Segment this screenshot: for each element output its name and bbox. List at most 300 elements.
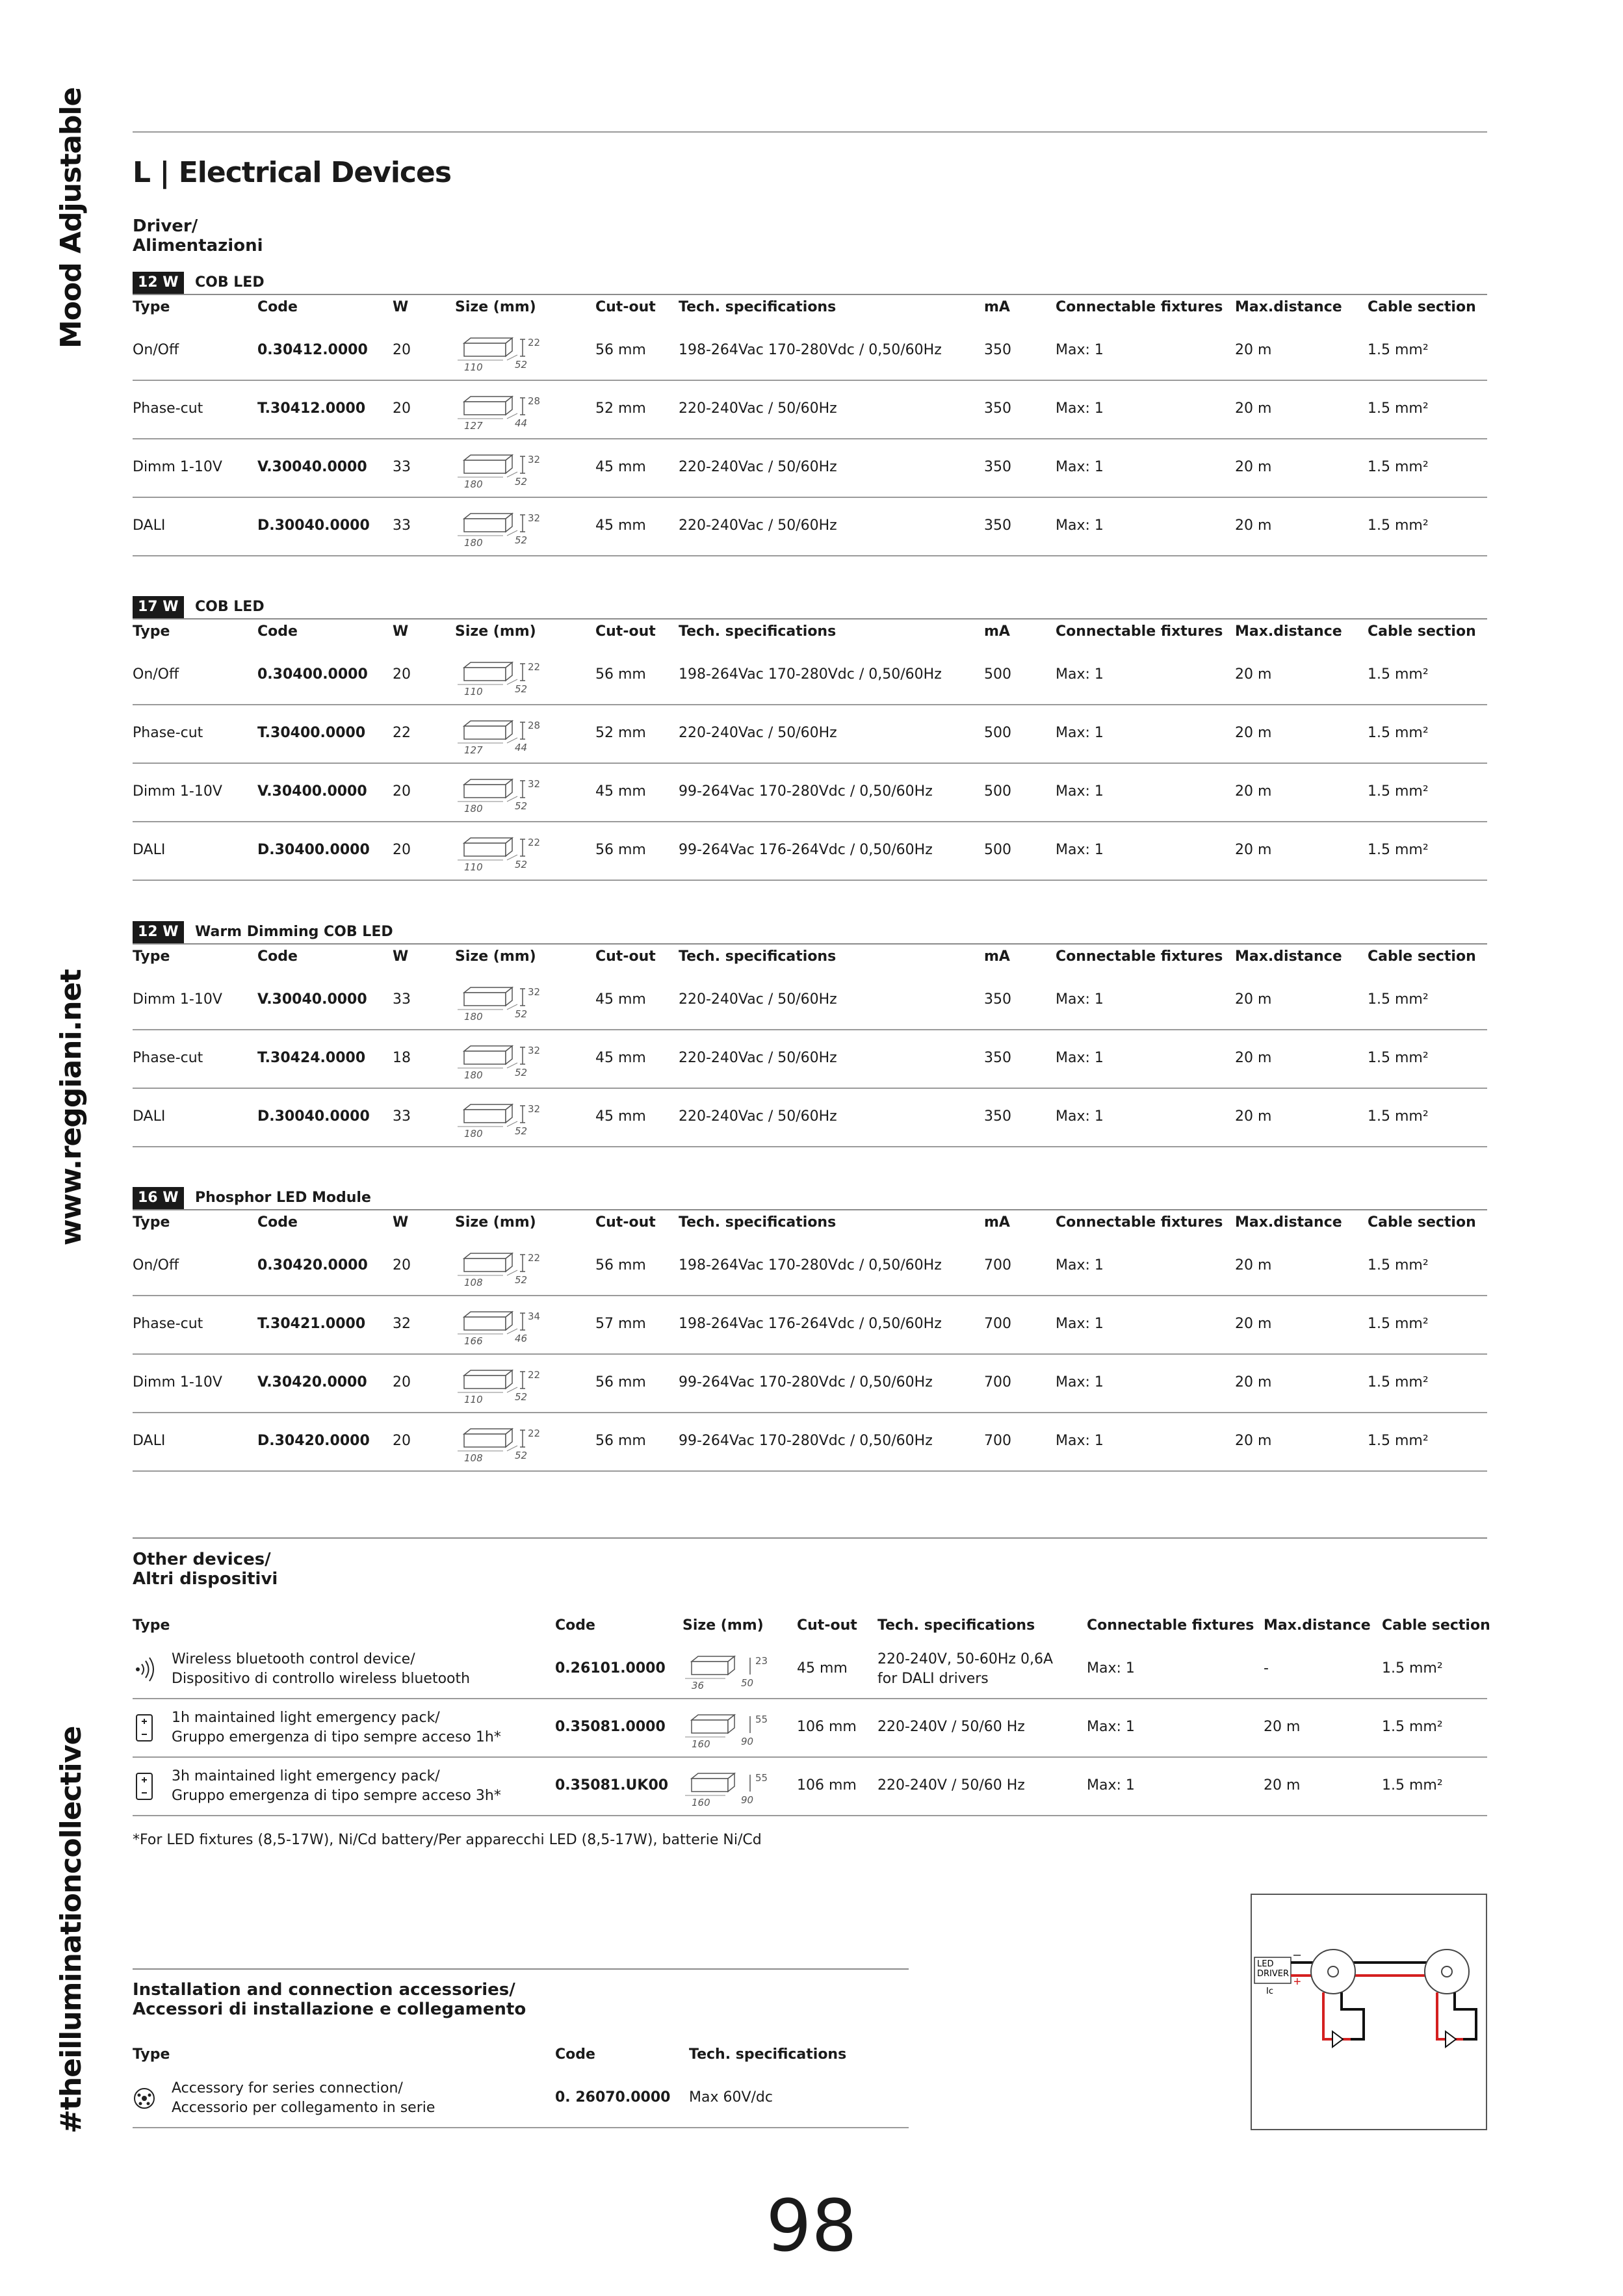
wattage-badge: 16 W [133, 1187, 184, 1209]
cell-code: D.30040.0000 [257, 517, 370, 534]
size-length: 108 [464, 1277, 483, 1287]
install-heading-line2: Accessori di installazione e collegamento [133, 2000, 526, 2019]
cell-cable: 1.5 mm² [1368, 842, 1429, 858]
size-depth: 52 [515, 476, 528, 488]
cell-cutout: 56 mm [595, 1257, 646, 1273]
cell-ma: 350 [984, 342, 1011, 358]
other-col-cutout: Cut-out [797, 1617, 857, 1634]
other-device-row [133, 1699, 1487, 1758]
size-height: 22 [528, 837, 541, 848]
cell-tech: 220-240Vac / 50/60Hz [679, 400, 837, 417]
cell-cable: 1.5 mm² [1368, 991, 1429, 1008]
col-type: Type [133, 623, 170, 640]
size-length: 180 [464, 1011, 483, 1021]
cell-ma: 350 [984, 991, 1011, 1008]
cell-cable: 1.5 mm² [1368, 1108, 1429, 1125]
col-tech: Tech. specifications [679, 623, 837, 640]
col-w: W [393, 1214, 409, 1231]
other-type-line2: Gruppo emergenza di tipo sempre acceso 3h* [172, 1788, 501, 1804]
install-col-tech: Tech. specifications [689, 2046, 847, 2063]
size-diagram [455, 452, 546, 489]
cell-distance: 20 m [1235, 1316, 1272, 1332]
cell-distance: 20 m [1235, 1257, 1272, 1273]
cell-tech: 198-264Vac 170-280Vdc / 0,50/60Hz [679, 342, 942, 358]
size-height: 55 [755, 1714, 768, 1725]
connector-1-hub [1328, 1966, 1338, 1977]
cell-fixtures: Max: 1 [1056, 517, 1104, 534]
col-w: W [393, 623, 409, 640]
cell-tech: 99-264Vac 170-280Vdc / 0,50/60Hz [679, 1374, 933, 1390]
size-diagram [455, 1102, 546, 1138]
cell-type: Dimm 1-10V [133, 991, 222, 1008]
cell-code: 0.30400.0000 [257, 666, 368, 683]
cell-distance: 20 m [1235, 725, 1272, 741]
table-row [133, 322, 1487, 381]
plus-sign: + [1293, 1975, 1301, 1989]
cell-code: T.30421.0000 [257, 1316, 366, 1332]
col-cutout: Cut-out [595, 299, 656, 315]
wiring-diagram [1251, 1894, 1487, 2130]
col-code: Code [257, 948, 298, 965]
table-header-row [133, 943, 1487, 972]
size-diagram [455, 985, 546, 1021]
size-height: 22 [528, 1369, 541, 1381]
other-rule [133, 1537, 1487, 1539]
cell-distance: 20 m [1235, 400, 1272, 417]
cell-cable: 1.5 mm² [1368, 783, 1429, 800]
cell-w: 20 [393, 666, 411, 683]
install-heading [133, 1980, 526, 2019]
install-row [133, 2070, 909, 2128]
col-cable: Cable section [1368, 948, 1476, 965]
minus-sign: – [1293, 1948, 1301, 1962]
col-cutout: Cut-out [595, 948, 656, 965]
cell-cable: 1.5 mm² [1368, 400, 1429, 417]
other-type [172, 1708, 501, 1747]
col-w: W [393, 948, 409, 965]
cell-tech: 198-264Vac 176-264Vdc / 0,50/60Hz [679, 1316, 942, 1332]
cell-cutout: 45 mm [595, 1050, 646, 1066]
cell-type: DALI [133, 517, 166, 534]
size-depth: 44 [515, 417, 528, 429]
cell-ma: 500 [984, 725, 1011, 741]
size-depth: 52 [515, 1067, 528, 1078]
size-height: 22 [528, 661, 541, 673]
size-length: 180 [464, 1128, 483, 1138]
col-cable: Cable section [1368, 299, 1476, 315]
other-fixtures: Max: 1 [1087, 1719, 1135, 1735]
cell-cutout: 45 mm [595, 517, 646, 534]
other-fixtures: Max: 1 [1087, 1777, 1135, 1794]
other-tech [877, 1650, 1053, 1689]
cell-code: V.30420.0000 [257, 1374, 367, 1390]
cell-code: D.30400.0000 [257, 842, 370, 858]
other-cable: 1.5 mm² [1382, 1719, 1443, 1735]
size-length: 127 [464, 420, 483, 430]
install-code: 0. 26070.0000 [555, 2089, 671, 2106]
driver-section [133, 596, 1487, 881]
other-heading-line2: Altri dispositivi [133, 1569, 278, 1589]
cell-fixtures: Max: 1 [1056, 1050, 1104, 1066]
table-row [133, 439, 1487, 498]
size-height: 32 [528, 1103, 541, 1115]
cell-cable: 1.5 mm² [1368, 1316, 1429, 1332]
other-cutout: 106 mm [797, 1719, 857, 1735]
col-distance: Max.distance [1235, 948, 1342, 965]
other-type-line1: 3h maintained light emergency pack/ [172, 1768, 440, 1784]
cell-ma: 350 [984, 400, 1011, 417]
other-type-line2: Gruppo emergenza di tipo sempre acceso 1h* [172, 1729, 501, 1745]
cell-cable: 1.5 mm² [1368, 666, 1429, 683]
cell-tech: 220-240Vac / 50/60Hz [679, 517, 837, 534]
size-depth: 52 [515, 534, 528, 546]
table-row [133, 1238, 1487, 1296]
cell-ma: 350 [984, 1050, 1011, 1066]
cell-distance: 20 m [1235, 991, 1272, 1008]
cell-w: 20 [393, 783, 411, 800]
cell-type: Dimm 1-10V [133, 1374, 222, 1390]
page-number: 98 [766, 2184, 857, 2267]
cell-type: On/Off [133, 342, 179, 358]
size-depth: 52 [515, 359, 528, 371]
col-type: Type [133, 1214, 170, 1231]
cell-cutout: 52 mm [595, 400, 646, 417]
install-tech: Max 60V/dc [689, 2089, 773, 2106]
col-ma: mA [984, 948, 1010, 965]
size-depth: 52 [515, 683, 528, 695]
size-depth: 44 [515, 742, 528, 753]
col-tech: Tech. specifications [679, 948, 837, 965]
led-1-diode [1332, 2031, 1343, 2047]
cell-ma: 700 [984, 1316, 1011, 1332]
driver-label-1: LED [1257, 1959, 1274, 1969]
size-height: 34 [528, 1311, 541, 1322]
section-band [133, 921, 1487, 943]
cell-ma: 500 [984, 666, 1011, 683]
cell-w: 33 [393, 517, 411, 534]
cell-w: 20 [393, 342, 411, 358]
other-col-tech: Tech. specifications [877, 1617, 1035, 1634]
table-row [133, 705, 1487, 764]
size-depth: 52 [515, 1450, 528, 1461]
section-band [133, 596, 1487, 618]
col-tech: Tech. specifications [679, 299, 837, 315]
col-size: Size (mm) [455, 299, 536, 315]
cell-type: DALI [133, 1108, 166, 1125]
other-cutout: 45 mm [797, 1660, 848, 1676]
size-height: 32 [528, 1045, 541, 1056]
other-header-row [133, 1612, 1490, 1641]
wattage-badge: 17 W [133, 596, 184, 618]
cell-type: Dimm 1-10V [133, 459, 222, 475]
col-w: W [393, 299, 409, 315]
col-ma: mA [984, 623, 1010, 640]
table-row [133, 1413, 1487, 1472]
cell-cable: 1.5 mm² [1368, 459, 1429, 475]
other-code: 0.35081.UK00 [555, 1777, 669, 1794]
size-height: 32 [528, 778, 541, 790]
table-row [133, 1355, 1487, 1413]
table-header-row [133, 294, 1487, 322]
col-fixtures: Connectable fixtures [1056, 1214, 1223, 1231]
cell-code: D.30040.0000 [257, 1108, 370, 1125]
col-ma: mA [984, 1214, 1010, 1231]
col-type: Type [133, 948, 170, 965]
other-tech-line1: 220-240V, 50-60Hz 0,6A [877, 1651, 1054, 1667]
table-row [133, 498, 1487, 556]
other-col-fixtures: Connectable fixtures [1087, 1617, 1254, 1634]
wattage-badge: 12 W [133, 921, 184, 943]
other-col-distance: Max.distance [1264, 1617, 1371, 1634]
cell-tech: 220-240Vac / 50/60Hz [679, 991, 837, 1008]
footnote: *For LED fixtures (8,5-17W), Ni/Cd battery/Per apparecchi LED (8,5-17W), batterie Ni/Cd [133, 1832, 762, 1848]
cell-w: 20 [393, 842, 411, 858]
other-devices-heading [133, 1550, 278, 1589]
cell-ma: 700 [984, 1433, 1011, 1449]
size-diagram [682, 1771, 773, 1807]
cell-ma: 700 [984, 1374, 1011, 1390]
battery-icon [133, 1772, 156, 1801]
cell-code: 0.30420.0000 [257, 1257, 368, 1273]
other-distance: - [1264, 1660, 1269, 1676]
led-2-diode [1446, 2031, 1456, 2047]
cell-code: 0.30412.0000 [257, 342, 368, 358]
cell-fixtures: Max: 1 [1056, 725, 1104, 741]
size-length: 110 [464, 361, 483, 372]
driver-heading-line2: Alimentazioni [133, 236, 263, 255]
cell-tech: 99-264Vac 170-280Vdc / 0,50/60Hz [679, 783, 933, 800]
size-diagram [455, 660, 546, 696]
other-cable: 1.5 mm² [1382, 1660, 1443, 1676]
side-brand-hashtag: #theilluminationcollective [55, 1726, 88, 2133]
cell-distance: 20 m [1235, 666, 1272, 683]
other-device-row [133, 1758, 1487, 1816]
other-cutout: 106 mm [797, 1777, 857, 1794]
cell-fixtures: Max: 1 [1056, 1257, 1104, 1273]
cell-tech: 220-240Vac / 50/60Hz [679, 1050, 837, 1066]
cell-cutout: 52 mm [595, 725, 646, 741]
size-depth: 52 [515, 800, 528, 812]
install-type [172, 2079, 435, 2118]
cell-fixtures: Max: 1 [1056, 1108, 1104, 1125]
table-row [133, 764, 1487, 822]
size-height: 32 [528, 454, 541, 465]
col-code: Code [257, 623, 298, 640]
cell-ma: 700 [984, 1257, 1011, 1273]
cell-fixtures: Max: 1 [1056, 342, 1104, 358]
cell-ma: 500 [984, 842, 1011, 858]
driver-section [133, 921, 1487, 1147]
other-type-line2: Dispositivo di controllo wireless bluetooth [172, 1671, 471, 1687]
size-diagram [455, 1251, 546, 1287]
size-height: 28 [528, 720, 541, 731]
other-code: 0.35081.0000 [555, 1719, 666, 1735]
size-diagram [682, 1712, 773, 1749]
install-type-line2: Accessorio per collegamento in serie [172, 2100, 435, 2116]
cell-type: Phase-cut [133, 725, 203, 741]
cell-tech: 198-264Vac 170-280Vdc / 0,50/60Hz [679, 666, 942, 683]
col-type: Type [133, 299, 170, 315]
table-row [133, 1089, 1487, 1147]
col-fixtures: Connectable fixtures [1056, 299, 1223, 315]
cell-distance: 20 m [1235, 1108, 1272, 1125]
size-diagram [455, 718, 546, 755]
cell-cutout: 57 mm [595, 1316, 646, 1332]
battery-icon [133, 1714, 156, 1742]
top-rule [133, 131, 1487, 133]
other-col-cable: Cable section [1382, 1617, 1490, 1634]
cell-cutout: 45 mm [595, 783, 646, 800]
cell-cable: 1.5 mm² [1368, 342, 1429, 358]
size-diagram [455, 394, 546, 430]
cell-cutout: 45 mm [595, 991, 646, 1008]
driver-heading-line1: Driver/ [133, 216, 198, 236]
col-tech: Tech. specifications [679, 1214, 837, 1231]
cell-w: 33 [393, 991, 411, 1008]
cell-fixtures: Max: 1 [1056, 842, 1104, 858]
cell-cutout: 45 mm [595, 1108, 646, 1125]
section-label: Phosphor LED Module [195, 1190, 371, 1206]
size-length: 110 [464, 686, 483, 696]
col-size: Size (mm) [455, 1214, 536, 1231]
size-height: 22 [528, 1252, 541, 1264]
other-type [172, 1650, 470, 1689]
driver-label-2: DRIVER [1257, 1969, 1290, 1979]
col-size: Size (mm) [455, 623, 536, 640]
cell-tech: 220-240Vac / 50/60Hz [679, 1108, 837, 1125]
other-cable: 1.5 mm² [1382, 1777, 1443, 1794]
other-col-type: Type [133, 1617, 170, 1634]
table-row [133, 647, 1487, 705]
cell-type: Dimm 1-10V [133, 783, 222, 800]
size-diagram [455, 335, 546, 372]
cell-tech: 198-264Vac 170-280Vdc / 0,50/60Hz [679, 1257, 942, 1273]
cell-code: T.30424.0000 [257, 1050, 366, 1066]
install-header-row [133, 2041, 909, 2070]
col-cable: Cable section [1368, 623, 1476, 640]
table-row [133, 972, 1487, 1030]
cell-distance: 20 m [1235, 1433, 1272, 1449]
cell-fixtures: Max: 1 [1056, 666, 1104, 683]
cell-type: DALI [133, 842, 166, 858]
led-2-neg-lead [1455, 1992, 1476, 2039]
section-label: COB LED [195, 274, 265, 291]
other-tech-line1: 220-240V / 50/60 Hz [877, 1777, 1025, 1794]
table-row [133, 1030, 1487, 1089]
size-height: 22 [528, 337, 541, 348]
cell-cutout: 56 mm [595, 842, 646, 858]
install-rule [133, 1968, 909, 1970]
cell-cable: 1.5 mm² [1368, 1374, 1429, 1390]
col-size: Size (mm) [455, 948, 536, 965]
cell-w: 20 [393, 1257, 411, 1273]
size-diagram [455, 1309, 546, 1346]
table-header-row [133, 618, 1487, 647]
driver-label-3: Ic [1266, 1987, 1273, 1996]
cell-cutout: 45 mm [595, 459, 646, 475]
size-depth: 46 [515, 1333, 528, 1344]
install-type-line1: Accessory for series connection/ [172, 2080, 403, 2096]
driver-heading [133, 216, 263, 255]
cell-fixtures: Max: 1 [1056, 991, 1104, 1008]
cell-type: Phase-cut [133, 400, 203, 417]
other-tech-line2: for DALI drivers [877, 1671, 989, 1687]
cell-type: Phase-cut [133, 1316, 203, 1332]
cell-code: V.30040.0000 [257, 991, 367, 1008]
cell-cable: 1.5 mm² [1368, 1257, 1429, 1273]
other-tech-line1: 220-240V / 50/60 Hz [877, 1719, 1025, 1735]
size-length: 180 [464, 537, 483, 547]
col-code: Code [257, 1214, 298, 1231]
side-brand-website: www.reggiani.net [55, 969, 88, 1246]
cell-distance: 20 m [1235, 1374, 1272, 1390]
col-cutout: Cut-out [595, 623, 656, 640]
table-header-row [133, 1209, 1487, 1238]
cell-fixtures: Max: 1 [1056, 459, 1104, 475]
cell-w: 18 [393, 1050, 411, 1066]
cell-distance: 20 m [1235, 783, 1272, 800]
size-depth: 52 [515, 1274, 528, 1286]
table-row [133, 1296, 1487, 1355]
cell-code: V.30040.0000 [257, 459, 367, 475]
size-height: 32 [528, 986, 541, 998]
size-length: 160 [692, 1797, 710, 1807]
cell-w: 32 [393, 1316, 411, 1332]
size-length: 108 [464, 1452, 483, 1463]
install-heading-line1: Installation and connection accessories/ [133, 1980, 515, 2000]
other-distance: 20 m [1264, 1719, 1301, 1735]
size-diagram [455, 1426, 546, 1463]
size-length: 180 [464, 1069, 483, 1080]
section-label: Warm Dimming COB LED [195, 924, 393, 940]
size-height: 23 [755, 1655, 768, 1667]
led-1-pos-lead [1323, 1992, 1351, 2039]
cell-fixtures: Max: 1 [1056, 1374, 1104, 1390]
cell-cable: 1.5 mm² [1368, 517, 1429, 534]
other-code: 0.26101.0000 [555, 1660, 666, 1676]
size-diagram [682, 1654, 773, 1690]
size-diagram [455, 511, 546, 547]
cell-code: D.30420.0000 [257, 1433, 370, 1449]
table-row [133, 381, 1487, 439]
col-distance: Max.distance [1235, 1214, 1342, 1231]
size-height: 28 [528, 395, 541, 407]
cell-distance: 20 m [1235, 342, 1272, 358]
col-code: Code [257, 299, 298, 315]
other-tech [877, 1777, 1025, 1794]
table-row [133, 822, 1487, 881]
size-length: 110 [464, 861, 483, 872]
size-depth: 52 [515, 1008, 528, 1020]
size-length: 36 [692, 1680, 705, 1690]
other-type-line1: Wireless bluetooth control device/ [172, 1651, 415, 1667]
other-type [172, 1767, 501, 1806]
cell-distance: 20 m [1235, 842, 1272, 858]
section-label: COB LED [195, 599, 265, 615]
cell-cutout: 56 mm [595, 1374, 646, 1390]
cell-tech: 220-240Vac / 50/60Hz [679, 459, 837, 475]
page-title: L | Electrical Devices [133, 156, 452, 189]
size-depth: 52 [515, 1125, 528, 1137]
cell-cable: 1.5 mm² [1368, 725, 1429, 741]
size-length: 180 [464, 478, 483, 489]
cell-w: 20 [393, 1433, 411, 1449]
size-diagram [455, 1368, 546, 1404]
cell-ma: 350 [984, 1108, 1011, 1125]
col-fixtures: Connectable fixtures [1056, 948, 1223, 965]
cell-type: On/Off [133, 1257, 179, 1273]
other-tech [877, 1719, 1025, 1735]
